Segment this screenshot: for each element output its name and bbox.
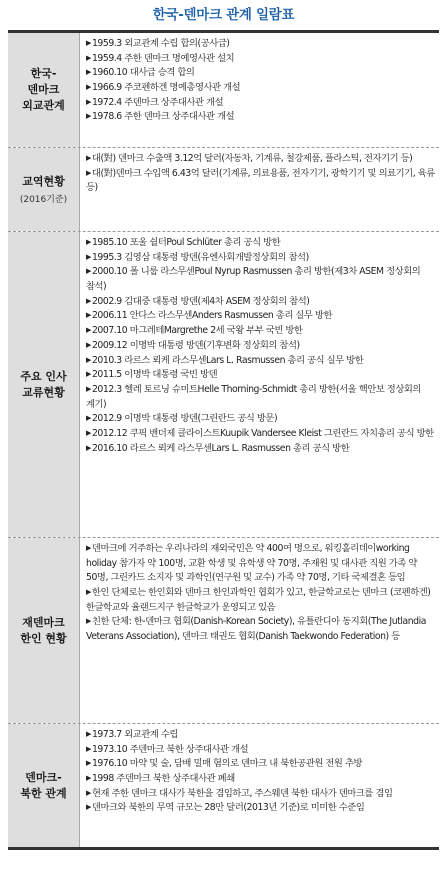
list-item — [86, 412, 436, 427]
row-content-cell — [80, 724, 439, 847]
bullet-arrow-icon: ▶ — [86, 384, 91, 393]
list-item — [86, 309, 436, 324]
list-item-text: 2000.10 폴 니룹 라스무센Poul Nyrup Rasmussen 총리 방한(제3차 ASEM 정상회의 참석) — [86, 266, 421, 293]
list-item-text: 2006.11 안다스 라스무센Anders Rasmussen 총리 실무 방한 — [91, 310, 332, 322]
list-item — [86, 368, 436, 383]
bullet-arrow-icon: ▶ — [86, 730, 91, 738]
bullet-arrow-icon: ▶ — [86, 168, 91, 177]
list-item-text: 2010.3 라르스 뢰케 라스무센Lars L. Rasmussen 총리 공식 실무 방한 — [91, 354, 364, 366]
row-heading: 주요 인사 교류현황 — [20, 369, 67, 399]
table-row — [8, 147, 439, 231]
bullet-arrow-icon: ▶ — [86, 97, 91, 106]
bullet-arrow-icon: ▶ — [86, 39, 91, 47]
row-heading: 한국- 덴마크 외교관계 — [22, 67, 65, 112]
list-item — [86, 442, 436, 457]
list-item — [86, 96, 436, 111]
bullet-arrow-icon: ▶ — [86, 296, 91, 305]
list-item-text: 1995.3 김영삼 대통령 방덴(유엔사회개발정상회의 참석) — [91, 251, 309, 263]
page-title: 한국-덴마크 관계 일람표 — [152, 7, 295, 23]
bullet-arrow-icon: ▶ — [86, 443, 91, 452]
list-item — [86, 81, 436, 96]
bullet-arrow-icon: ▶ — [86, 803, 91, 812]
list-item — [86, 265, 436, 294]
bullet-arrow-icon: ▶ — [86, 267, 91, 276]
bullet-arrow-icon: ▶ — [86, 340, 91, 349]
bullet-arrow-icon: ▶ — [86, 252, 91, 261]
list-item — [86, 52, 436, 67]
list-item-text: 1972.4 주덴마크 상주대사관 개설 — [91, 96, 224, 108]
bullet-arrow-icon: ▶ — [86, 774, 91, 783]
bullet-arrow-icon: ▶ — [86, 414, 91, 423]
bullet-arrow-icon: ▶ — [86, 428, 91, 437]
bullet-arrow-icon: ▶ — [86, 238, 91, 246]
list-item — [86, 152, 436, 167]
row-heading-cell — [8, 232, 80, 537]
bullet-arrow-icon: ▶ — [86, 83, 91, 92]
row-subheading: (2016기준) — [19, 194, 68, 205]
list-item-text: 2011.5 이명박 대통령 국빈 방덴 — [91, 369, 218, 381]
row-heading: 재덴마크 한인 현황 — [20, 615, 67, 645]
list-item-text: 1966.9 주코펜하겐 명예총영사관 개설 — [91, 82, 241, 94]
list-item — [86, 339, 436, 354]
list-item — [86, 728, 436, 743]
list-item — [86, 110, 436, 125]
list-item-text: 1978.6 주한 덴마크 상주대사관 개설 — [91, 111, 235, 123]
bullet-arrow-icon: ▶ — [86, 53, 91, 62]
bullet-arrow-icon: ▶ — [86, 311, 91, 320]
list-item-text: 친한 단체: 한-덴마크 협회(Danish-Korean Society), 유틀란디아 동지회(The Jutlandia Veterans Association), 덴마크 태권도 협회(Danish Taekwondo Federation) 등 — [86, 616, 426, 643]
list-item-text: 1959.3 외교관계 수립 합의(공사급) — [91, 38, 230, 49]
list-item-text: 대(對) 덴마크 수출액 3.12억 달러(자동차, 기계류, 철강제품, 플라스틱, 전자기기 등) — [91, 153, 413, 164]
row-heading-cell — [8, 538, 80, 723]
list-item-text: 2009.12 이명박 대통령 방덴(기후변화 정상회의 참석) — [91, 339, 300, 351]
list-item — [86, 787, 436, 802]
bullet-arrow-icon: ▶ — [86, 788, 91, 797]
row-content-cell — [80, 538, 439, 723]
list-item-text: 2012.9 이명박 대통령 방덴(그린란드 공식 방문) — [91, 413, 278, 425]
relations-table — [8, 30, 439, 850]
list-item-text: 2012.12 쿠픽 밴더제 클라이스트Kuupik Vandersee Kleist 그린란드 자치총리 공식 방한 — [91, 427, 434, 439]
list-item — [86, 167, 436, 196]
table-row — [8, 537, 439, 723]
bullet-arrow-icon: ▶ — [86, 68, 91, 77]
list-item — [86, 772, 436, 787]
row-content-cell — [80, 148, 439, 231]
list-item-text: 2002.9 김대중 대통령 방덴(제4차 ASEM 정상회의 참석) — [91, 295, 310, 307]
row-content-cell — [80, 33, 439, 147]
row-heading: 덴마크- 북한 관계 — [20, 770, 67, 800]
list-item — [86, 801, 436, 816]
bullet-arrow-icon: ▶ — [86, 588, 91, 597]
list-item-text: 1959.4 주한 덴마크 명예영사관 설치 — [91, 52, 235, 64]
list-item-text: 1973.10 주덴마크 북한 상주대사관 개설 — [91, 743, 249, 755]
bullet-arrow-icon: ▶ — [86, 544, 91, 552]
list-item — [86, 66, 436, 81]
list-item — [86, 236, 436, 251]
row-heading-cell — [8, 148, 80, 231]
list-item — [86, 354, 436, 369]
row-heading-cell — [8, 33, 80, 147]
list-item — [86, 586, 436, 615]
table-row — [8, 231, 439, 537]
list-item — [86, 757, 436, 772]
list-item-text: 현재 주한 덴마크 대사가 북한을 겸임하고, 주스웨덴 북한 대사가 덴마크를 겸임 — [91, 787, 393, 799]
list-item — [86, 615, 436, 644]
bullet-arrow-icon: ▶ — [86, 759, 91, 768]
list-item-text: 덴마크에 거주하는 우리나라의 재외국민은 약 400여 명으로, 워킹홀리데이working holiday 참가자 약 100명, 교환 학생 및 유학생 약 70명, 주재원 및 대사관 직원 가족 약 50명, 그린카드 소지자 및 과학인(연구원 및 교수) 가족 약 70명, 기타 국제결혼 등임 — [86, 543, 417, 584]
row-content-cell — [80, 232, 439, 537]
row-heading-cell — [8, 724, 80, 847]
row-heading: 교역현황 — [22, 175, 65, 189]
list-item-text: 덴마크와 북한의 무역 규모는 28만 달러(2013년 기준)로 미미한 수준임 — [91, 802, 365, 814]
list-item — [86, 383, 436, 412]
table-row — [8, 723, 439, 847]
list-item — [86, 542, 436, 586]
list-item-text: 1960.10 대사급 승격 합의 — [91, 67, 195, 79]
list-item-text: 2012.3 헬레 토르닝 슈미트Helle Thorning-Schmidt 총리 방한(서울 핵안보 정상회의 계기) — [86, 383, 421, 410]
list-item-text: 2016.10 라르스 뢰케 라스무센Lars L. Rasmussen 총리 공식 방한 — [91, 442, 350, 454]
list-item-text: 1973.7 외교관계 수립 — [91, 729, 178, 740]
list-item — [86, 427, 436, 442]
list-item-text: 한인 단체로는 한인회와 덴마크 한인과학인 협회가 있고, 한글학교로는 덴마크 (코펜하겐) 한글학교와 율랜드지구 한글학교가 운영되고 있음 — [86, 587, 431, 613]
list-item-text: 대(對)덴마크 수입액 6.43억 달러(기계류, 의료용품, 전자기기, 광학기기 및 의료기기, 육류 등) — [86, 167, 435, 194]
bullet-arrow-icon: ▶ — [86, 617, 91, 626]
bullet-arrow-icon: ▶ — [86, 112, 91, 121]
bullet-arrow-icon: ▶ — [86, 744, 91, 753]
bullet-arrow-icon: ▶ — [86, 355, 91, 364]
bullet-arrow-icon: ▶ — [86, 326, 91, 335]
list-item — [86, 295, 436, 310]
list-item — [86, 37, 436, 52]
list-item — [86, 324, 436, 339]
list-item — [86, 251, 436, 266]
list-item-text: 1998 주덴마크 북한 상주대사관 폐쇄 — [91, 773, 235, 785]
list-item-text: 2007.10 마그레테Margrethe 2세 국왕 부부 국빈 방한 — [91, 325, 303, 337]
bullet-arrow-icon: ▶ — [86, 370, 91, 379]
table-row — [8, 33, 439, 147]
list-item — [86, 743, 436, 758]
list-item-text: 1985.10 포울 쉴터Poul Schlüter 총리 공식 방한 — [91, 237, 281, 248]
bullet-arrow-icon: ▶ — [86, 154, 91, 162]
list-item-text: 1976.10 마약 및 술, 담배 밀매 혐의로 덴마크 내 북한공관원 전원 추방 — [91, 758, 363, 770]
